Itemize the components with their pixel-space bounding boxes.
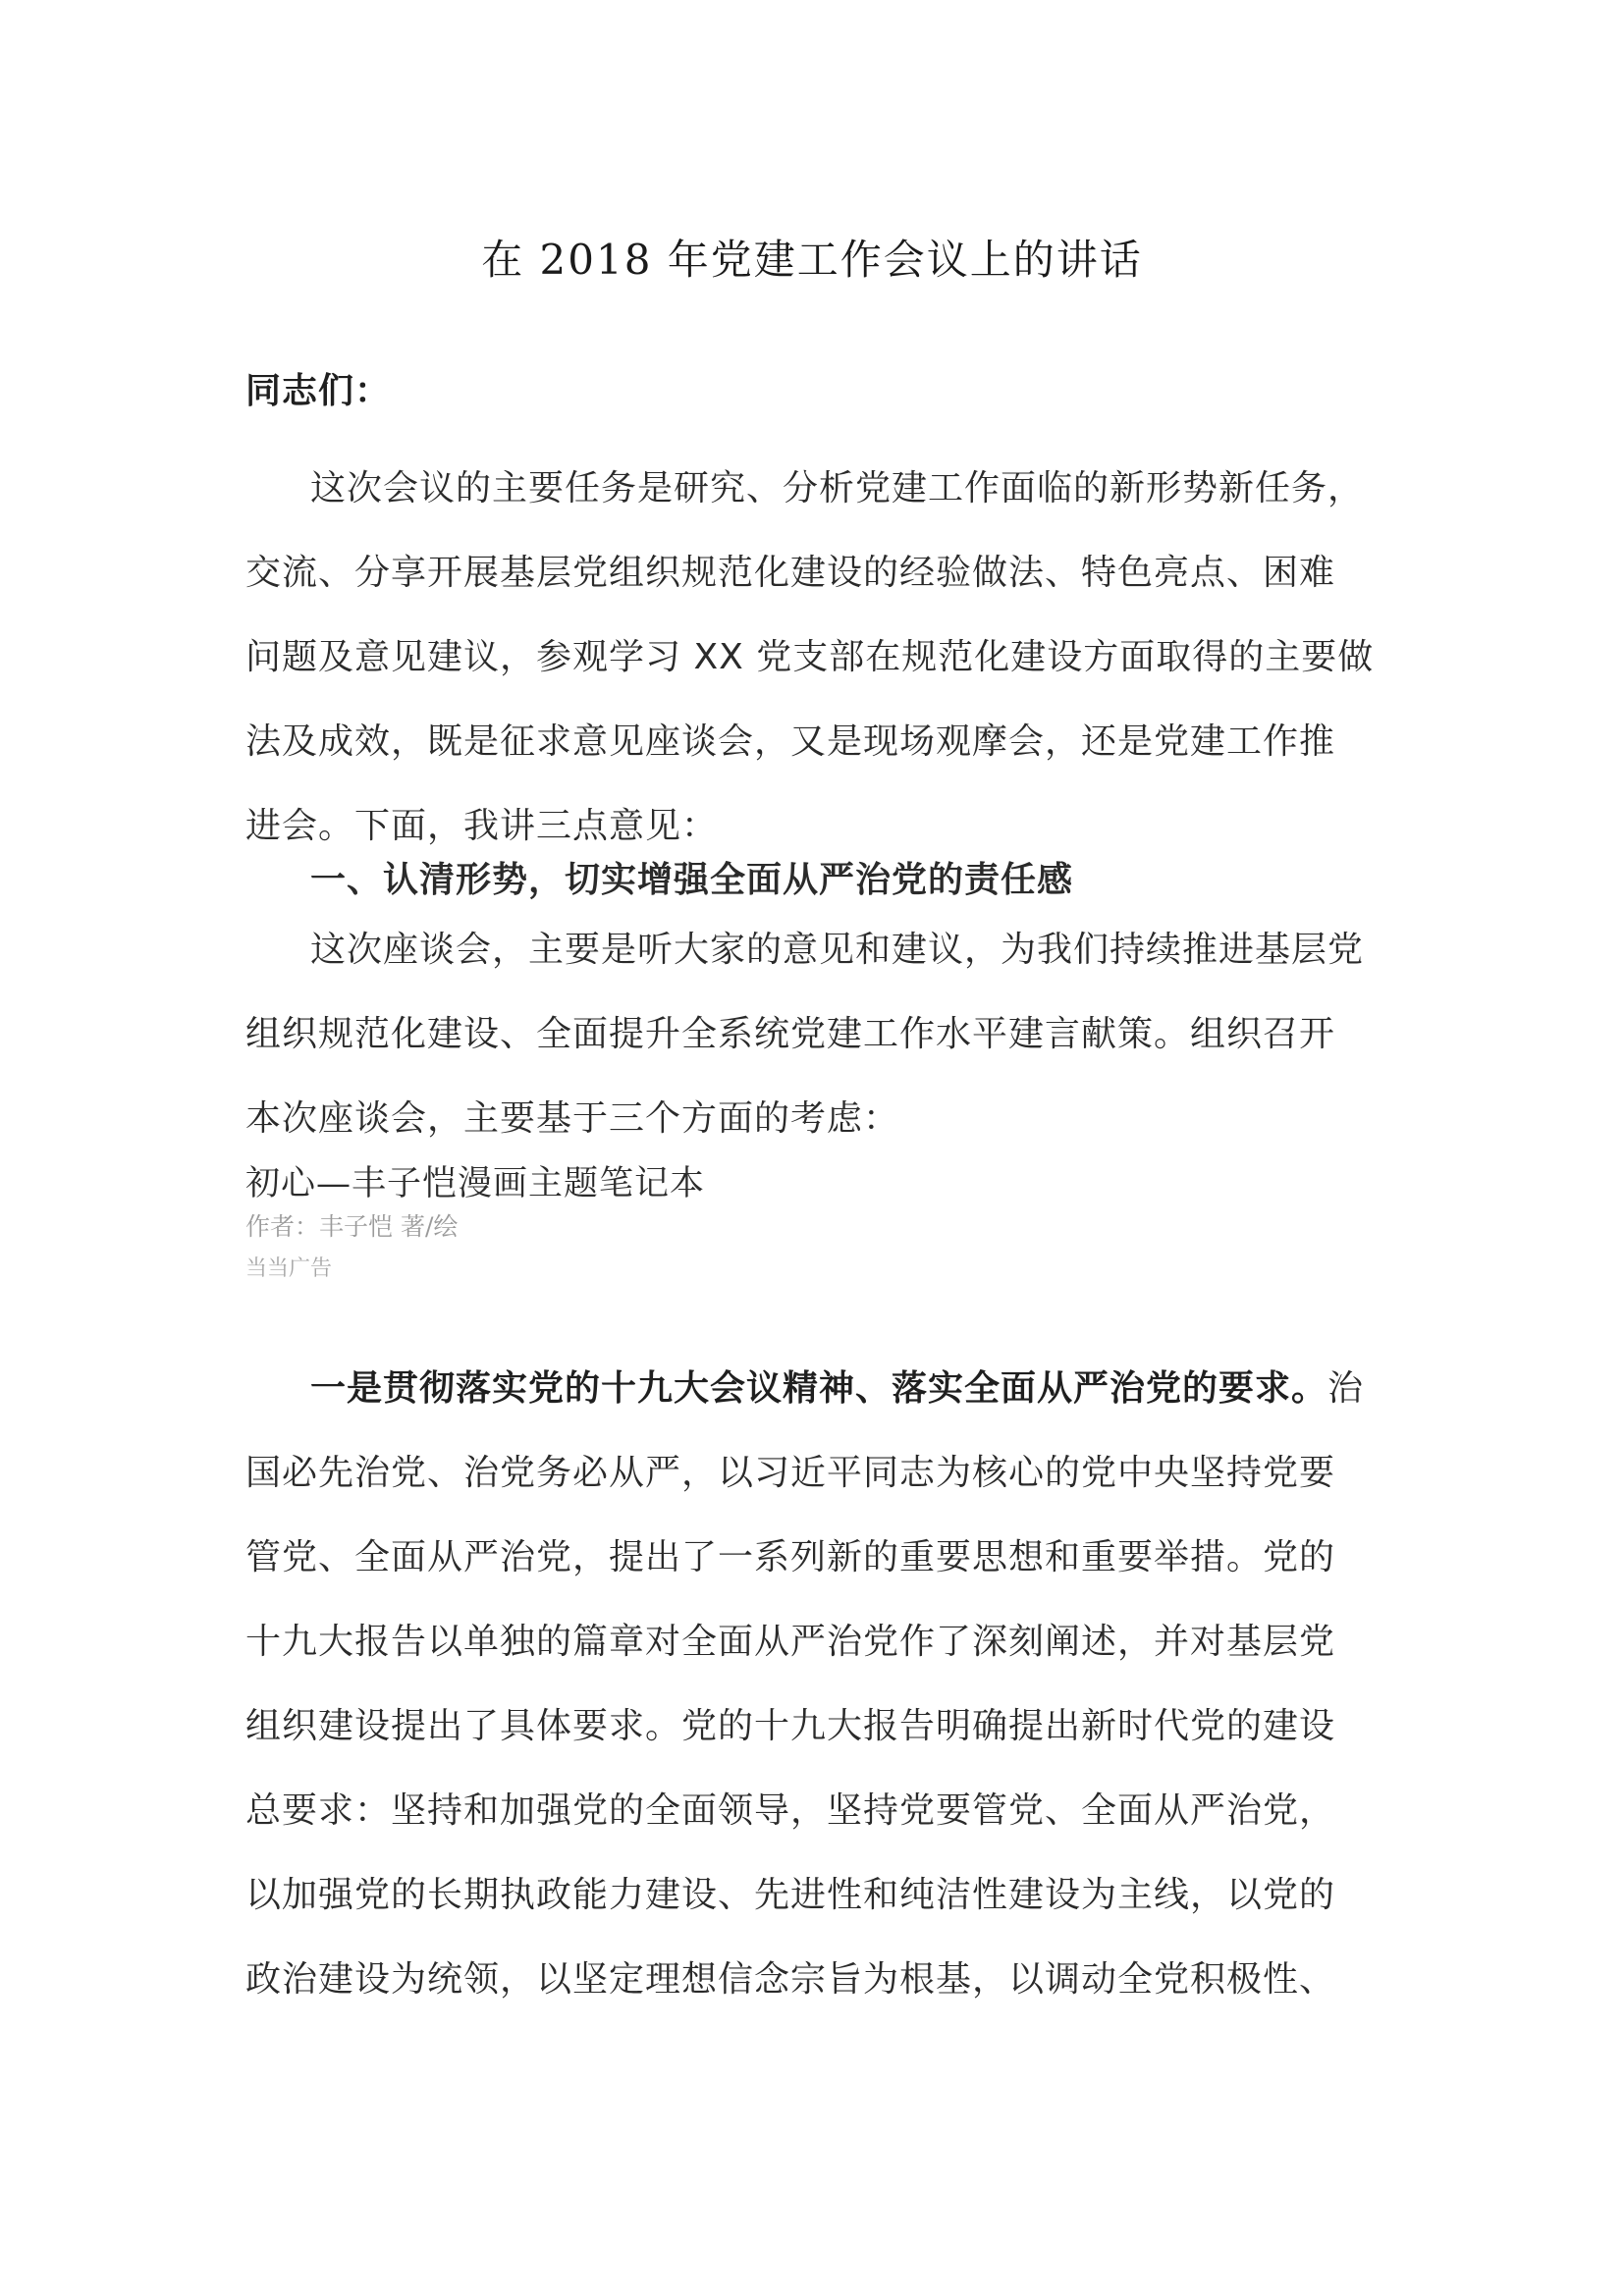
paragraph-line: 问题及意见建议，参观学习 XX 党支部在规范化建设方面取得的主要做 — [245, 637, 1375, 677]
paragraph-1 — [245, 447, 1384, 869]
ad-author: 作者：丰子恺 著/绘 — [245, 1212, 459, 1241]
section-heading-1: 一、认清形势，切实增强全面从严治党的责任感 — [310, 860, 1074, 900]
paragraph-line: 本次座谈会，主要基于三个方面的考虑： — [245, 1098, 900, 1139]
paragraph-line: 国必先治党、治党务必从严，以习近平同志为核心的党中央坚持党要 — [245, 1453, 1336, 1493]
paragraph-lead-rest: 治 — [1327, 1368, 1365, 1409]
paragraph-line: 这次座谈会，主要是听大家的意见和建议，为我们持续推进基层党 — [310, 930, 1365, 970]
paragraph-lead-line — [245, 1347, 1384, 1431]
salutation: 同志们： — [245, 371, 392, 411]
paragraph-line: 总要求：坚持和加强党的全面领导，坚持党要管党、全面从严治党， — [245, 1790, 1336, 1831]
ad-link-title[interactable]: 初心—丰子恺漫画主题笔记本 — [245, 1164, 706, 1203]
paragraph-line: 管党、全面从严治党，提出了一系列新的重要思想和重要举措。党的 — [245, 1537, 1336, 1577]
paragraph-lead-bold: 一是贯彻落实党的十九大会议精神、落实全面从严治党的要求。 — [310, 1368, 1328, 1409]
paragraph-3 — [245, 1347, 1384, 2022]
paragraph-line: 进会。下面，我讲三点意见： — [245, 806, 719, 846]
paragraph-line: 这次会议的主要任务是研究、分析党建工作面临的新形势新任务， — [310, 468, 1365, 508]
paragraph-line: 组织规范化建设、全面提升全系统党建工作水平建言献策。组织召开 — [245, 1014, 1336, 1054]
document-title: 在 2018 年党建工作会议上的讲话 — [481, 236, 1143, 284]
paragraph-line: 十九大报告以单独的篇章对全面从严治党作了深刻阐述，并对基层党 — [245, 1622, 1336, 1662]
paragraph-line: 政治建设为统领，以坚定理想信念宗旨为根基，以调动全党积极性、 — [245, 1959, 1336, 2000]
paragraph-line: 交流、分享开展基层党组织规范化建设的经验做法、特色亮点、困难 — [245, 553, 1336, 593]
ad-label: 当当广告 — [245, 1256, 333, 1281]
paragraph-line: 组织建设提出了具体要求。党的十九大报告明确提出新时代党的建设 — [245, 1706, 1336, 1746]
paragraph-line: 以加强党的长期执政能力建设、先进性和纯洁性建设为主线，以党的 — [245, 1875, 1336, 1915]
paragraph-2 — [245, 908, 1384, 1161]
paragraph-line: 法及成效，既是征求意见座谈会，又是现场观摩会，还是党建工作推 — [245, 721, 1336, 762]
